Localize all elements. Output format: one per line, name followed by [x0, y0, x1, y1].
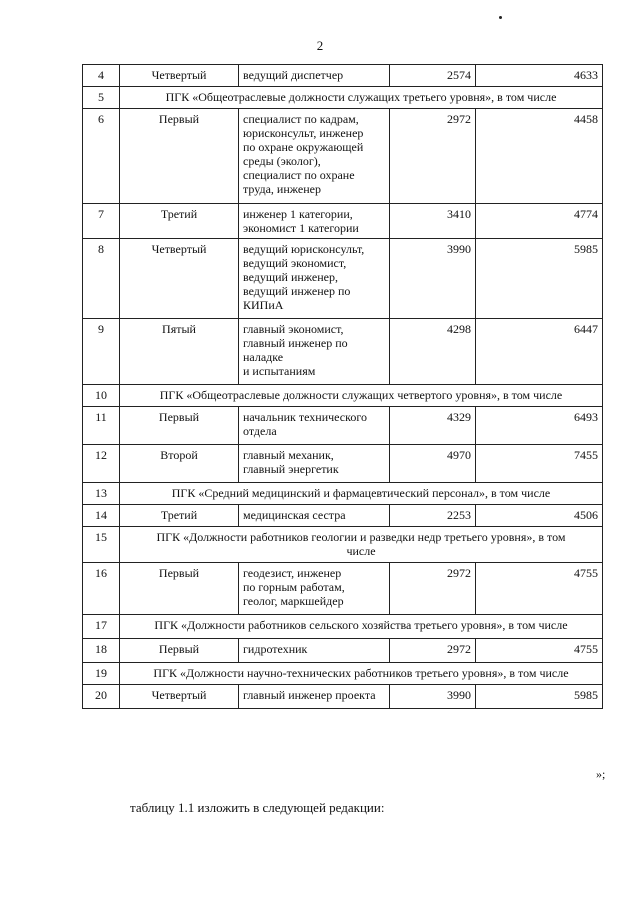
row-number-cell: 7	[83, 204, 120, 239]
position-title-cell: главный экономист, главный инженер по наладке и испытаниям	[239, 319, 390, 385]
qualification-level-cell: Четвертый	[120, 685, 239, 709]
position-title-cell: ведущий диспетчер	[239, 65, 390, 87]
base-salary-cell: 2972	[390, 109, 476, 204]
position-title-cell: начальник технического отдела	[239, 407, 390, 445]
max-salary-cell: 7455	[476, 445, 603, 483]
group-title-cell: ПГК «Должности работников геологии и разведки недр третьего уровня», в том числе	[120, 527, 603, 563]
table-group-row	[83, 663, 603, 685]
position-title-cell: специалист по кадрам, юрисконсульт, инженер по охране окружающей среды (эколог), специалист по охране труда, инженер	[239, 109, 390, 204]
row-number-cell: 13	[83, 483, 120, 505]
qualification-level-cell: Первый	[120, 407, 239, 445]
qualification-level-cell: Первый	[120, 639, 239, 663]
closing-quote-mark: »;	[596, 767, 606, 781]
row-number-cell: 6	[83, 109, 120, 204]
table-group-row	[83, 615, 603, 639]
row-number-cell: 19	[83, 663, 120, 685]
table-row	[83, 505, 603, 527]
row-number-cell: 18	[83, 639, 120, 663]
row-number-cell: 4	[83, 65, 120, 87]
group-title-cell: ПГК «Должности научно-технических работников третьего уровня», в том числе	[120, 663, 603, 685]
base-salary-cell: 4329	[390, 407, 476, 445]
qualification-level-cell: Первый	[120, 563, 239, 615]
table-row	[83, 204, 603, 239]
table-row	[83, 445, 603, 483]
table-group-row	[83, 483, 603, 505]
group-title-cell: ПГК «Общеотраслевые должности служащих третьего уровня», в том числе	[120, 87, 603, 109]
max-salary-cell: 6493	[476, 407, 603, 445]
positions-salary-table	[82, 64, 603, 709]
base-salary-cell: 2972	[390, 563, 476, 615]
table-row	[83, 639, 603, 663]
row-number-cell: 10	[83, 385, 120, 407]
max-salary-cell: 5985	[476, 239, 603, 319]
table-row	[83, 685, 603, 709]
table-row	[83, 563, 603, 615]
scan-speck	[499, 16, 502, 19]
table-row	[83, 65, 603, 87]
qualification-level-cell: Второй	[120, 445, 239, 483]
row-number-cell: 15	[83, 527, 120, 563]
row-number-cell: 8	[83, 239, 120, 319]
qualification-level-cell: Четвертый	[120, 239, 239, 319]
group-title-cell: ПГК «Общеотраслевые должности служащих четвертого уровня», в том числе	[120, 385, 603, 407]
qualification-level-cell: Третий	[120, 204, 239, 239]
base-salary-cell: 3990	[390, 239, 476, 319]
row-number-cell: 14	[83, 505, 120, 527]
position-title-cell: инженер 1 категории, экономист 1 категории	[239, 204, 390, 239]
max-salary-cell: 4458	[476, 109, 603, 204]
group-title-cell: ПГК «Средний медицинский и фармацевтический персонал», в том числе	[120, 483, 603, 505]
base-salary-cell: 4298	[390, 319, 476, 385]
position-title-cell: ведущий юрисконсульт, ведущий экономист, ведущий инженер, ведущий инженер по КИПиА	[239, 239, 390, 319]
base-salary-cell: 3410	[390, 204, 476, 239]
table-group-row	[83, 87, 603, 109]
group-title-cell: ПГК «Должности работников сельского хозяйства третьего уровня», в том числе	[120, 615, 603, 639]
max-salary-cell: 6447	[476, 319, 603, 385]
base-salary-cell: 2972	[390, 639, 476, 663]
max-salary-cell: 4774	[476, 204, 603, 239]
max-salary-cell: 5985	[476, 685, 603, 709]
max-salary-cell: 4755	[476, 639, 603, 663]
base-salary-cell: 2574	[390, 65, 476, 87]
table-row	[83, 407, 603, 445]
max-salary-cell: 4506	[476, 505, 603, 527]
base-salary-cell: 3990	[390, 685, 476, 709]
row-number-cell: 16	[83, 563, 120, 615]
row-number-cell: 20	[83, 685, 120, 709]
max-salary-cell: 4633	[476, 65, 603, 87]
position-title-cell: главный механик, главный энергетик	[239, 445, 390, 483]
row-number-cell: 5	[83, 87, 120, 109]
qualification-level-cell: Четвертый	[120, 65, 239, 87]
row-number-cell: 12	[83, 445, 120, 483]
table-group-row	[83, 527, 603, 563]
following-instruction-text: таблицу 1.1 изложить в следующей редакции:	[130, 800, 385, 815]
position-title-cell: главный инженер проекта	[239, 685, 390, 709]
table-row	[83, 319, 603, 385]
table-row	[83, 239, 603, 319]
row-number-cell: 9	[83, 319, 120, 385]
position-title-cell: геодезист, инженер по горным работам, геолог, маркшейдер	[239, 563, 390, 615]
page-number: 2	[316, 38, 324, 53]
table-group-row	[83, 385, 603, 407]
position-title-cell: медицинская сестра	[239, 505, 390, 527]
qualification-level-cell: Пятый	[120, 319, 239, 385]
base-salary-cell: 4970	[390, 445, 476, 483]
max-salary-cell: 4755	[476, 563, 603, 615]
position-title-cell: гидротехник	[239, 639, 390, 663]
qualification-level-cell: Первый	[120, 109, 239, 204]
row-number-cell: 17	[83, 615, 120, 639]
qualification-level-cell: Третий	[120, 505, 239, 527]
table-row	[83, 109, 603, 204]
base-salary-cell: 2253	[390, 505, 476, 527]
row-number-cell: 11	[83, 407, 120, 445]
